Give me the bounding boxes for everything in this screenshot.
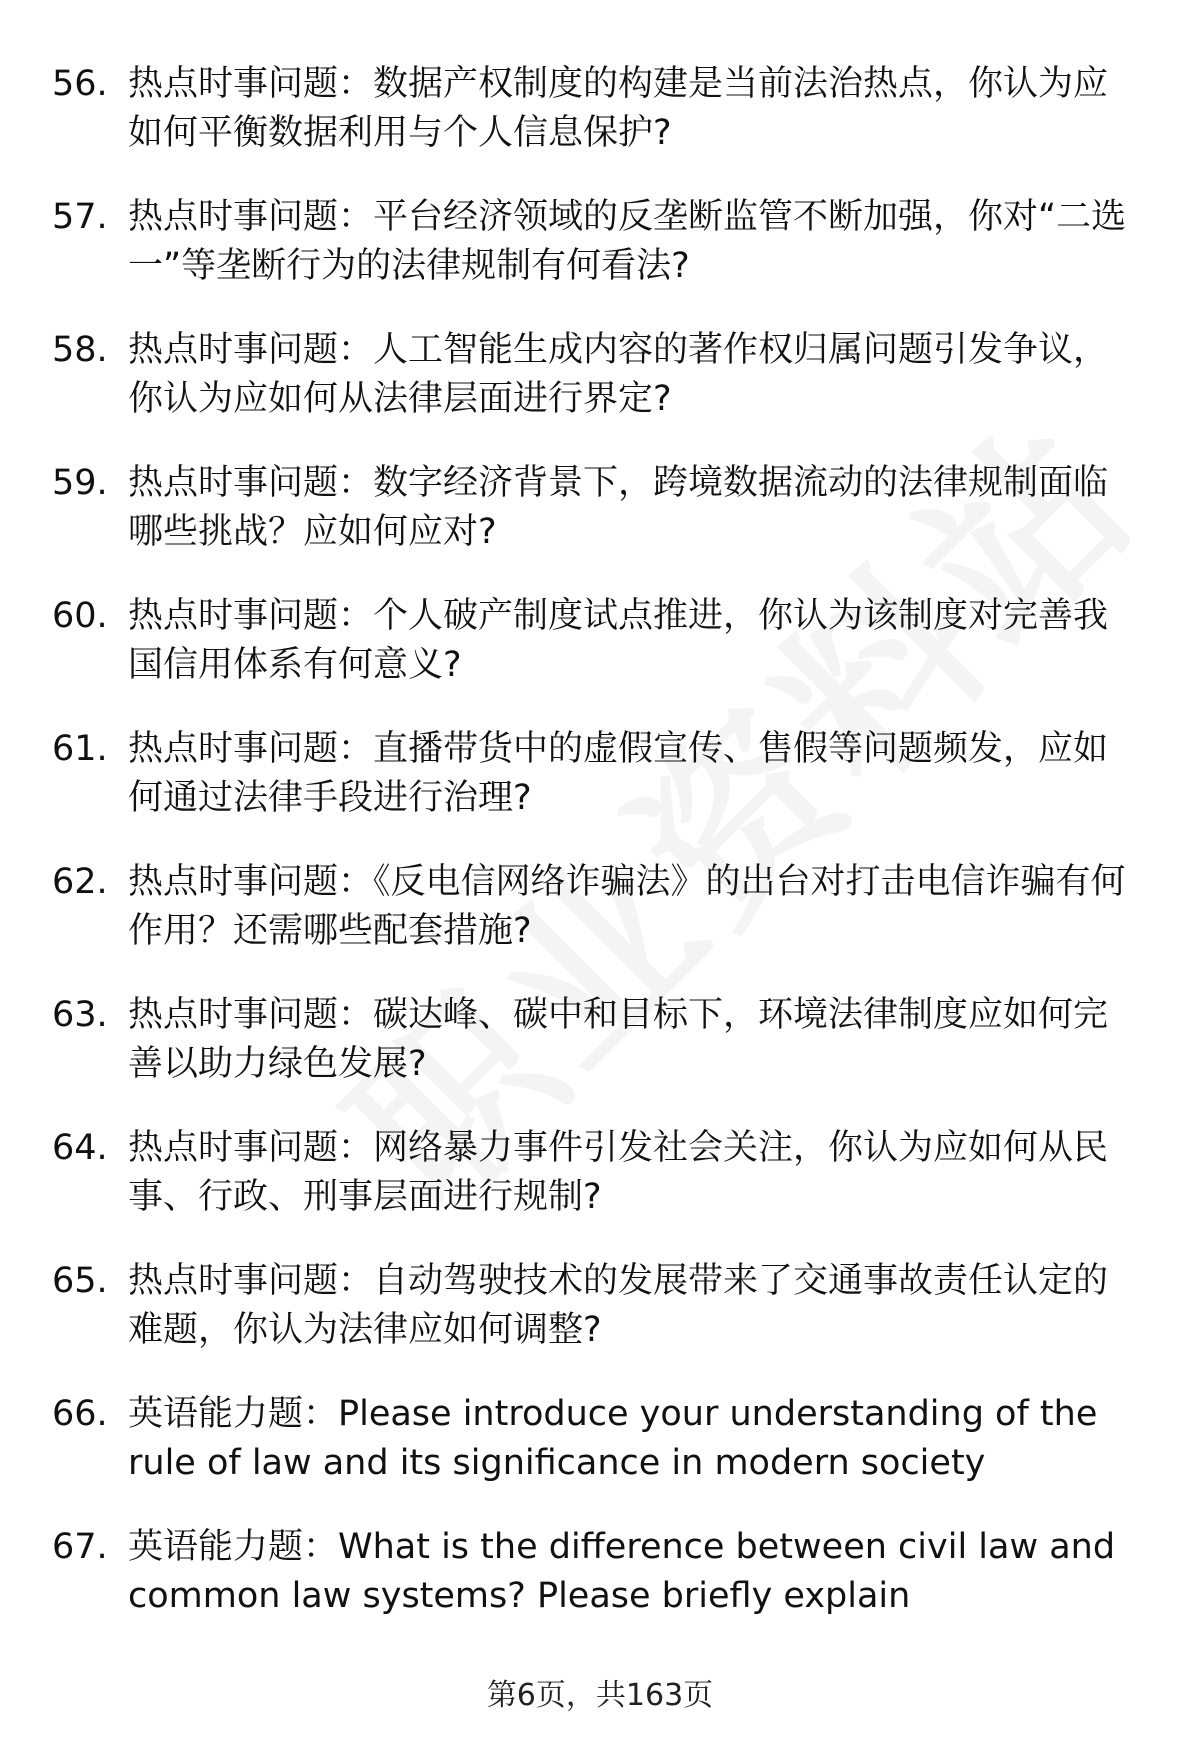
question-text: 热点时事问题：《反电信网络诈骗法》的出台对打击电信诈骗有何作用？还需哪些配套措施? xyxy=(128,862,1126,951)
question-text: 热点时事问题：个人破产制度试点推进，你认为该制度对完善我国信用体系有何意义? xyxy=(128,596,1109,685)
question-item xyxy=(52,459,1152,557)
question-item xyxy=(52,1523,1152,1621)
question-number: 64. xyxy=(52,1128,108,1168)
question-item xyxy=(52,1390,1152,1488)
question-item xyxy=(52,858,1152,956)
question-text: 热点时事问题：平台经济领域的反垄断监管不断加强，你对“二选一”等垄断行为的法律规制有何看法? xyxy=(128,197,1127,286)
question-text: 热点时事问题：数字经济背景下，跨境数据流动的法律规制面临哪些挑战？应如何应对? xyxy=(128,463,1109,552)
question-number: 62. xyxy=(52,862,108,902)
question-number: 67. xyxy=(52,1527,108,1567)
question-number: 63. xyxy=(52,995,108,1035)
question-number: 66. xyxy=(52,1394,108,1434)
question-list xyxy=(52,60,1152,1656)
question-text: 热点时事问题：人工智能生成内容的著作权归属问题引发争议，你认为应如何从法律层面进行界定? xyxy=(128,330,1109,419)
question-text: 热点时事问题：数据产权制度的构建是当前法治热点，你认为应如何平衡数据利用与个人信息保护? xyxy=(128,64,1109,153)
question-item xyxy=(52,1124,1152,1222)
question-number: 57. xyxy=(52,197,108,237)
question-number: 59. xyxy=(52,463,108,503)
question-item xyxy=(52,193,1152,291)
question-number: 61. xyxy=(52,729,108,769)
question-number: 60. xyxy=(52,596,108,636)
page-footer: 第6页，共163页 xyxy=(486,1678,714,1713)
question-text: 热点时事问题：自动驾驶技术的发展带来了交通事故责任认定的难题，你认为法律应如何调整? xyxy=(128,1261,1109,1350)
question-item xyxy=(52,592,1152,690)
question-text: 热点时事问题：直播带货中的虚假宣传、售假等问题频发，应如何通过法律手段进行治理? xyxy=(128,729,1109,818)
question-item xyxy=(52,725,1152,823)
question-item xyxy=(52,326,1152,424)
question-number: 65. xyxy=(52,1261,108,1301)
question-number: 58. xyxy=(52,330,108,370)
question-item xyxy=(52,1257,1152,1355)
question-text: 英语能力题：Please introduce your understanding of the rule of law and its significance in modern society xyxy=(128,1394,1098,1483)
question-text: 英语能力题：What is the difference between civil law and common law systems? Please briefly explain xyxy=(128,1527,1116,1616)
question-text: 热点时事问题：网络暴力事件引发社会关注，你认为应如何从民事、行政、刑事层面进行规制? xyxy=(128,1128,1109,1217)
question-item xyxy=(52,60,1152,158)
question-number: 56. xyxy=(52,64,108,104)
question-text: 热点时事问题：碳达峰、碳中和目标下，环境法律制度应如何完善以助力绿色发展? xyxy=(128,995,1109,1084)
question-item xyxy=(52,991,1152,1089)
